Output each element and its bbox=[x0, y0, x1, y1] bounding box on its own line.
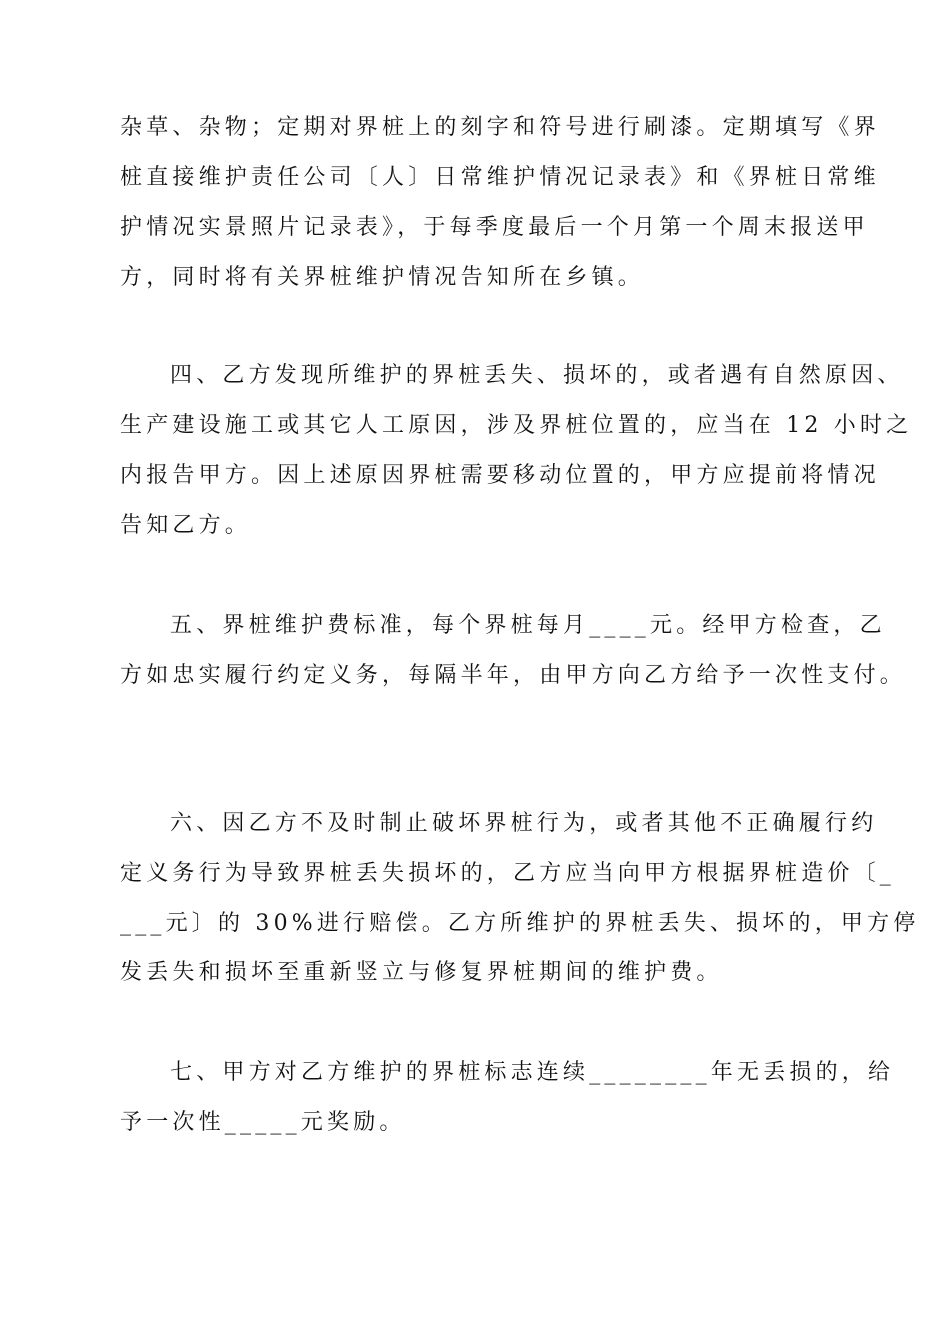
paragraph-line: 定义务行为导致界桩丢失损坏的，乙方应当向甲方根据界桩造价〔_ bbox=[120, 861, 896, 886]
paragraph-line: 杂草、杂物；定期对界桩上的刻字和符号进行刷漆。定期填写《界 bbox=[120, 115, 880, 140]
paragraph-line: ___元〕的 30%进行赔偿。乙方所维护的界桩丢失、损坏的，甲方停 bbox=[120, 911, 920, 936]
paragraph-line: 七、甲方对乙方维护的界桩标志连续________年无丢损的，给 bbox=[170, 1060, 895, 1085]
paragraph-line: 五、界桩维护费标准，每个界桩每月____元。经甲方检查，乙 bbox=[170, 613, 886, 638]
paragraph-line: 桩直接维护责任公司〔人〕日常维护情况记录表》和《界桩日常维 bbox=[120, 165, 880, 190]
paragraph-line: 方如忠实履行约定义务，每隔半年，由甲方向乙方给予一次性支付。 bbox=[120, 663, 907, 688]
paragraph-line: 予一次性_____元奖励。 bbox=[120, 1110, 406, 1135]
paragraph-line: 六、因乙方不及时制止破坏界桩行为，或者其他不正确履行约 bbox=[170, 811, 878, 836]
paragraph-line: 发丢失和损坏至重新竖立与修复界桩期间的维护费。 bbox=[120, 960, 723, 985]
paragraph-line: 内报告甲方。因上述原因界桩需要移动位置的，甲方应提前将情况 bbox=[120, 463, 880, 488]
paragraph-line: 生产建设施工或其它人工原因，涉及界桩位置的，应当在 12 小时之 bbox=[120, 413, 913, 438]
paragraph-line: 告知乙方。 bbox=[120, 513, 252, 538]
paragraph-line: 四、乙方发现所维护的界桩丢失、损坏的，或者遇有自然原因、 bbox=[170, 363, 904, 388]
paragraph-line: 护情况实景照片记录表》，于每季度最后一个月第一个周末报送甲 bbox=[120, 215, 869, 240]
paragraph-line: 方，同时将有关界桩维护情况告知所在乡镇。 bbox=[120, 265, 645, 290]
